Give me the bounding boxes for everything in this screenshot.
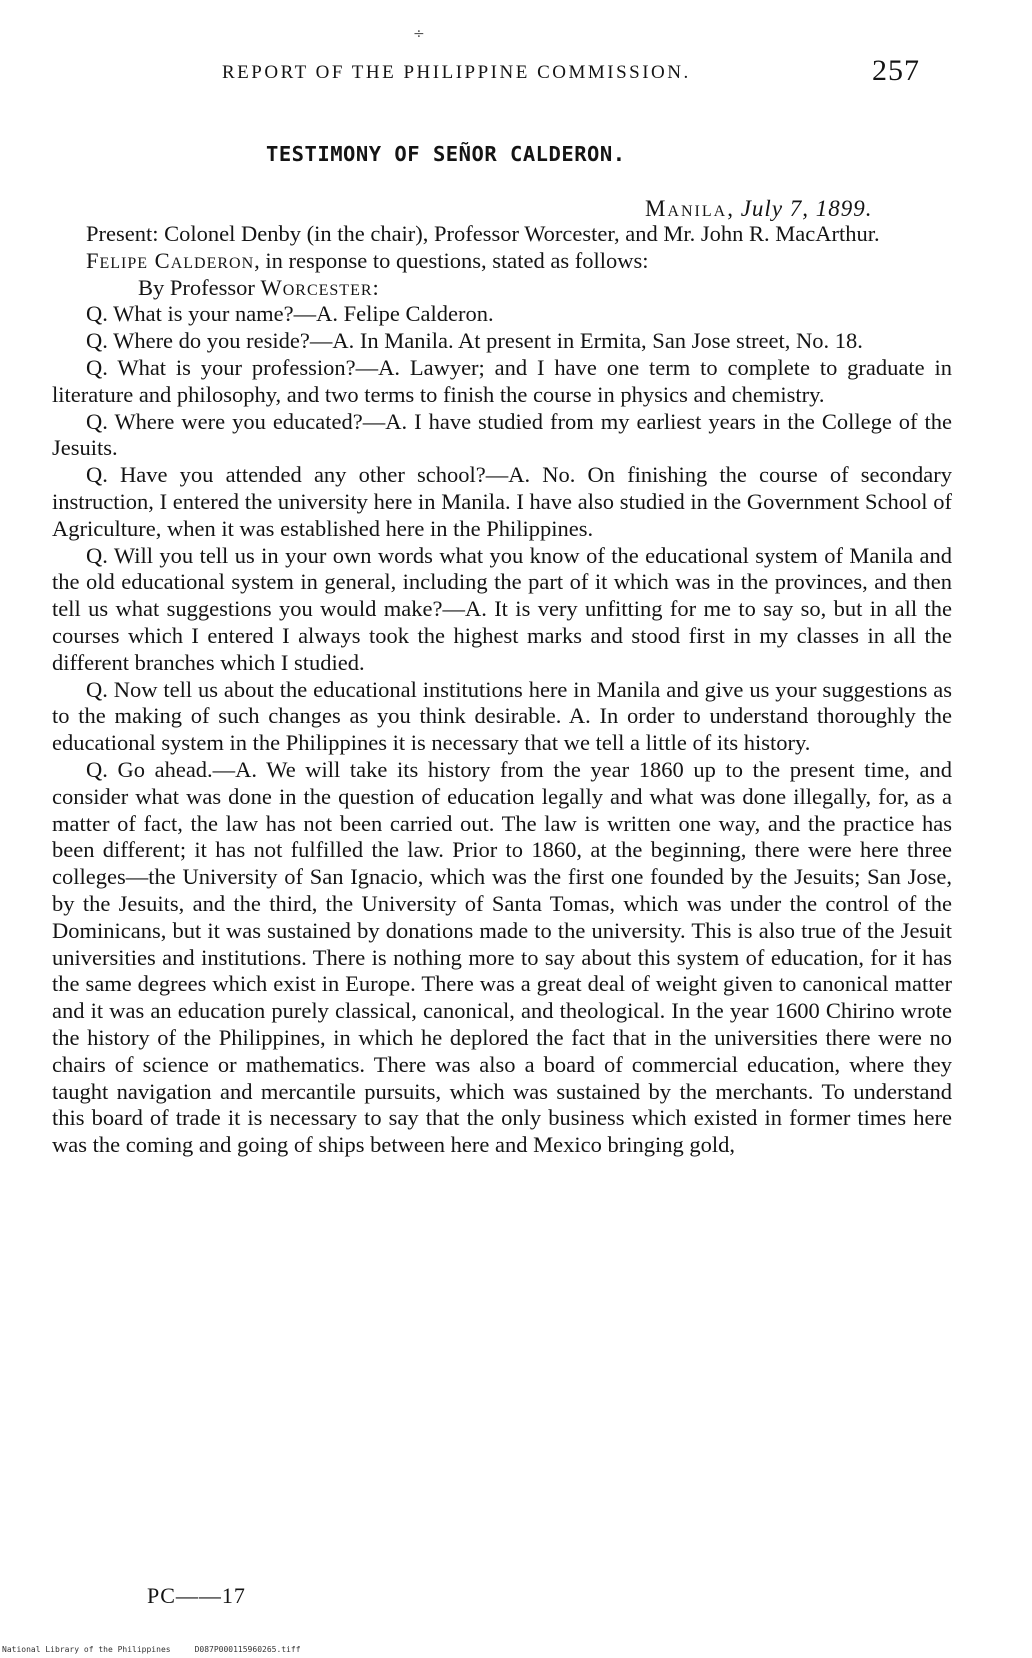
qa-paragraph: Q. Now tell us about the educational institutions here in Manila and give us your suggestions as to the making of such changes as you think desirable. A. In order to understand thoroughly the educational system in the Philippines it is necessary that we tell a little of its history.: [52, 676, 952, 756]
scan-footer: [2, 1645, 301, 1654]
qa-paragraph: Q. What is your name?—A. Felipe Calderon.: [86, 301, 494, 327]
examiner-prefix: By Professor: [138, 274, 261, 300]
qa-paragraph: Q. Have you attended any other school?—A. No. On finishing the course of secondary instruction, I entered the university here in Manila. I have also studied in the Government School of Agriculture, when it was established here in the Philippines.: [52, 462, 952, 541]
qa-paragraph: Q. Where were you educated?—A. I have studied from my earliest years in the College of the Jesuits.: [52, 408, 952, 461]
qa-paragraph: Q. Will you tell us in your own words what you know of the educational system of Manila and the old educational system in general, including the part of it which was in the provinces, and then tell us what suggestions you would make?—A. It is very unfitting for me to say so, but in all the courses which I entered I always took the highest marks and stood first in my classes in all the different branches which I studied.: [52, 542, 952, 675]
qa-paragraph: Q. What is your profession?—A. Lawyer; and I have one term to complete to graduate in literature and philosophy, and two terms to finish the course in physics and chemistry.: [52, 354, 952, 407]
examiner-line: [52, 275, 952, 302]
examiner-name: Worcester: [260, 274, 373, 300]
intro-text: , in response to questions, stated as follows:: [254, 247, 649, 273]
dateline: [645, 196, 873, 222]
footer-library: National Library of the Philippines: [2, 1645, 171, 1654]
witness-name: Felipe Calderon: [86, 247, 255, 273]
testimony-body: [52, 221, 952, 1159]
dateline-place: Manila,: [645, 196, 735, 221]
examiner-suffix: :: [372, 274, 379, 300]
qa-paragraph: Q. Where do you reside?—A. In Manila. At present in Ermita, San Jose street, No. 18.: [86, 328, 863, 354]
present-paragraph: Present: Colonel Denby (in the chair), Professor Worcester, and Mr. John R. MacArthur.: [86, 221, 880, 246]
footer-filename: D087P000115960265.tiff: [194, 1645, 301, 1654]
dateline-date: July 7, 1899.: [740, 196, 873, 221]
signature-mark: PC——17: [147, 1583, 246, 1608]
page-number: 257: [872, 54, 920, 87]
scan-speck: ÷: [413, 26, 425, 42]
testimony-heading: TESTIMONY OF SEÑOR CALDERON.: [266, 142, 626, 166]
intro-paragraph: [52, 248, 952, 275]
qa-paragraph: Q. Go ahead.—A. We will take its history from the year 1860 up to the present time, and consider what was done in the question of education legally and what was done illegally, for, as a matter of fact, the law has not been carried out. The law is written one way, and the practice has been different; it has not fulfilled the law. Prior to 1860, at the beginning, there were here three colleges—the University of San Ignacio, which was the first one founded by the Jesuits; San Jose, by the Jesuits, and the third, the University of Santa Tomas, which was under the control of the Dominicans, but it was sustained by donations made to the university. This is also true of the Jesuit universities and institutions. There is nothing more to say about this system of education, for it has the same degrees which exist in Europe. There was a great deal of weight given to canonical matter and it was an education purely classical, canonical, and theological. In the year 1600 Chirino wrote the history of the Philippines, in which he deplored the fact that in the universities there were no chairs of science or mathematics. There was also a board of commercial education, where they taught navigation and mercantile pursuits, which was sustained by the merchants. To understand this board of trade it is necessary to say that the only business which existed in former times here was the coming and going of ships between here and Mexico bringing gold,: [52, 756, 952, 1158]
running-head: REPORT OF THE PHILIPPINE COMMISSION.: [222, 62, 691, 83]
